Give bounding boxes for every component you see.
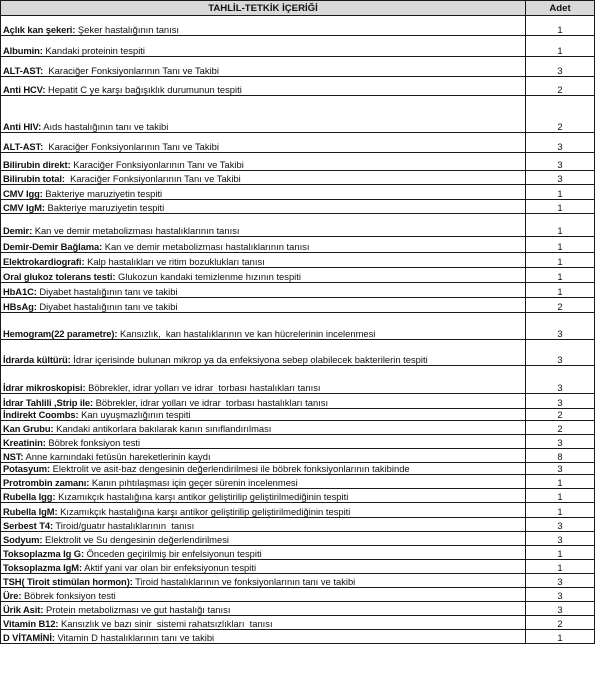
test-count-cell: 1 <box>526 475 595 489</box>
table-row <box>1 153 595 171</box>
table-row <box>1 435 595 449</box>
table-row <box>1 630 595 644</box>
test-name: Üre <box>3 590 19 601</box>
test-description-cell <box>1 313 526 340</box>
test-purpose: Diyabet hastalığının tanı ve takibi <box>36 301 178 312</box>
test-count-cell: 2 <box>526 421 595 435</box>
table-row <box>1 214 595 237</box>
test-name: Rubella Igg <box>3 491 53 502</box>
test-description-cell <box>1 340 526 366</box>
test-name-separator: : <box>67 354 71 365</box>
test-description-cell <box>1 449 526 463</box>
test-count-cell: 1 <box>526 237 595 253</box>
test-name-separator: : <box>99 241 103 252</box>
table-row <box>1 16 595 36</box>
test-purpose: Kan uyuşmazlığının tespiti <box>78 409 191 420</box>
table-row <box>1 298 595 313</box>
test-name: Bilirubin total <box>3 173 62 184</box>
test-purpose: Vitamin D hastalıklarının tanı ve takibi <box>54 632 215 643</box>
test-description-cell <box>1 463 526 475</box>
test-name: Serbest T4 <box>3 520 50 531</box>
test-description-cell <box>1 560 526 574</box>
test-name-separator: : <box>81 256 85 267</box>
test-count-cell: 1 <box>526 214 595 237</box>
test-count-cell: 3 <box>526 133 595 153</box>
test-name-separator: : <box>50 423 54 434</box>
test-description-cell <box>1 185 526 200</box>
test-count-cell: 1 <box>526 283 595 298</box>
test-purpose: Kalp hastalıkları ve ritim bozuklukları tanısı <box>84 256 265 267</box>
test-purpose: Kan ve demir metabolizması hastalıklarının tanısı <box>32 225 240 236</box>
test-purpose: Aıds hastalığının tanı ve takibi <box>41 121 169 132</box>
table-row <box>1 171 595 185</box>
table-row <box>1 463 595 475</box>
table-row <box>1 546 595 560</box>
test-name: ALT-AST <box>3 65 41 76</box>
test-purpose: Diyabet hastalığının tanı ve takibi <box>36 286 178 297</box>
test-name-separator: : <box>20 451 24 462</box>
test-name-separator: : <box>40 604 44 615</box>
test-purpose: Böbrekler, idrar yolları ve idrar torbası hastalıkları tanısı <box>85 382 321 393</box>
table-row <box>1 560 595 574</box>
test-description-cell <box>1 475 526 489</box>
test-description-cell <box>1 153 526 171</box>
test-name-separator: : <box>52 491 56 502</box>
test-purpose: Böbrekler, idrar yolları ve idrar torbası hastalıkları tanısı <box>93 397 329 408</box>
test-description-cell <box>1 96 526 133</box>
test-count-cell: 3 <box>526 340 595 366</box>
test-purpose: Kandaki antikorlara bakılarak kanın sınıflandırılması <box>53 423 272 434</box>
test-description-cell <box>1 602 526 616</box>
test-purpose: Önceden geçirilmiş bir enfelsiyonun tespiti <box>83 548 262 559</box>
test-count-cell: 2 <box>526 96 595 133</box>
test-purpose: Karaciğer Fonksiyonlarının Tanı ve Takibi <box>70 159 244 170</box>
test-count-cell: 3 <box>526 532 595 546</box>
table-row <box>1 366 595 394</box>
test-description-cell <box>1 268 526 283</box>
test-count-cell: 3 <box>526 57 595 77</box>
test-purpose: Bakteriye maruziyetin tespiti <box>42 188 163 199</box>
test-name-separator: : <box>82 382 86 393</box>
test-count-cell: 1 <box>526 185 595 200</box>
test-count-cell: 3 <box>526 313 595 340</box>
test-count-cell: 3 <box>526 602 595 616</box>
test-count-cell: 3 <box>526 518 595 532</box>
test-name: Sodyum <box>3 534 40 545</box>
test-description-cell <box>1 133 526 153</box>
test-count-cell: 3 <box>526 435 595 449</box>
test-name: Oral glukoz tolerans testi <box>3 271 113 282</box>
test-count-cell: 1 <box>526 268 595 283</box>
test-name-separator: : <box>49 520 53 531</box>
table-row <box>1 532 595 546</box>
test-name: D VİTAMİNİ <box>3 632 52 643</box>
test-purpose: Bakteriye maruziyetin tespiti <box>44 202 165 213</box>
table-row <box>1 36 595 57</box>
test-count-cell: 1 <box>526 253 595 268</box>
table-row <box>1 588 595 602</box>
table-row <box>1 185 595 200</box>
test-description-cell <box>1 36 526 57</box>
test-purpose: Aktif yani var olan bir enfeksiyonun tespiti <box>81 562 257 573</box>
test-purpose: Tiroid hastalıklarının ve fonksiyonlarının tanı ve takibi <box>132 576 356 587</box>
test-count-cell: 2 <box>526 616 595 630</box>
test-name-separator: : <box>51 632 55 643</box>
test-name: Vitamin B12 <box>3 618 56 629</box>
test-purpose: Kan ve demir metabolizması hastalıklarının tanısı <box>102 241 310 252</box>
test-name-separator: : <box>129 576 133 587</box>
test-description-cell <box>1 518 526 532</box>
test-name: Elektrokardiografi <box>3 256 82 267</box>
test-name-separator: : <box>86 477 90 488</box>
test-description-cell <box>1 214 526 237</box>
test-name: NST <box>3 451 21 462</box>
table-row <box>1 96 595 133</box>
test-purpose: Böbrek fonksiyon testi <box>45 437 141 448</box>
test-purpose: İdrar içerisinde bulunan mikrop ya da enfeksiyona sebep olabilecek bakterilerin tespiti <box>70 354 428 365</box>
table-row <box>1 57 595 77</box>
test-name-separator: : <box>33 286 37 297</box>
test-name-separator: : <box>80 548 84 559</box>
test-name: Kreatinin <box>3 437 43 448</box>
table-row <box>1 283 595 298</box>
test-description-cell <box>1 16 526 36</box>
test-name-separator: : <box>75 409 79 420</box>
test-description-cell <box>1 532 526 546</box>
test-name-separator: : <box>47 463 51 474</box>
test-description-cell <box>1 200 526 214</box>
test-name: Toksoplazma Ig G <box>3 548 81 559</box>
test-name-separator: : <box>40 141 44 152</box>
test-name-separator: : <box>61 173 65 184</box>
table-row <box>1 340 595 366</box>
table-row <box>1 602 595 616</box>
test-purpose: Hepatit C ye karşı bağışıklık durumunun tespiti <box>45 84 242 95</box>
test-name: HbA1C <box>3 286 34 297</box>
test-purpose: Karaciğer Fonksiyonlarının Tanı ve Takibi <box>43 65 219 76</box>
test-count-cell: 3 <box>526 171 595 185</box>
test-name-separator: : <box>39 45 43 56</box>
header-test-content: TAHLİL-TETKİK İÇERİĞİ <box>1 1 526 16</box>
test-count-cell: 1 <box>526 489 595 503</box>
table-row <box>1 449 595 463</box>
test-description-cell <box>1 574 526 588</box>
test-description-cell <box>1 171 526 185</box>
test-name: TSH( Tiroit stimülan hormon) <box>3 576 130 587</box>
test-count-cell: 1 <box>526 503 595 518</box>
test-purpose: Anne karnındaki fetüsün hareketlerinin kaydı <box>23 451 211 462</box>
test-name: İdrarda kültürü <box>3 354 68 365</box>
header-count: Adet <box>526 1 595 16</box>
test-purpose: Elektrolit ve Su dengesinin değerlendirilmesi <box>42 534 229 545</box>
table-row <box>1 574 595 588</box>
test-count-cell: 1 <box>526 36 595 57</box>
test-name: CMV Igg <box>3 188 40 199</box>
test-name-separator: : <box>112 271 116 282</box>
test-name-separator: : <box>40 65 44 76</box>
test-name: Hemogram(22 parametre) <box>3 328 115 339</box>
test-description-cell <box>1 616 526 630</box>
table-row <box>1 133 595 153</box>
test-purpose: Kanın pıhtılaşması için geçer sürenin incelenmesi <box>89 477 298 488</box>
test-description-cell <box>1 77 526 96</box>
test-description-cell <box>1 394 526 409</box>
test-name: Anti HCV <box>3 84 43 95</box>
test-name: Demir <box>3 225 30 236</box>
table-row <box>1 394 595 409</box>
test-name-separator: : <box>72 24 76 35</box>
test-count-cell: 1 <box>526 200 595 214</box>
test-description-cell <box>1 435 526 449</box>
test-name: İdrar mikroskopisi <box>3 382 83 393</box>
header-row <box>1 1 595 16</box>
test-name-separator: : <box>78 562 82 573</box>
test-purpose: Tiroid/guatır hastalıklarının tanısı <box>52 520 195 531</box>
test-name: ALT-AST <box>3 141 41 152</box>
test-name-separator: : <box>39 188 43 199</box>
table-row <box>1 237 595 253</box>
test-name: CMV IgM <box>3 202 42 213</box>
test-count-cell: 3 <box>526 394 595 409</box>
test-description-cell <box>1 421 526 435</box>
test-count-cell: 3 <box>526 463 595 475</box>
test-description-cell <box>1 298 526 313</box>
test-name: Demir-Demir Bağlama <box>3 241 100 252</box>
test-name: Albumin <box>3 45 40 56</box>
test-name-separator: : <box>54 506 58 517</box>
test-purpose: Protein metabolizması ve gut hastalığı tanısı <box>43 604 231 615</box>
test-count-cell: 1 <box>526 560 595 574</box>
test-name: Açlık kan şekeri <box>3 24 73 35</box>
test-count-cell: 3 <box>526 574 595 588</box>
test-name-separator: : <box>90 397 94 408</box>
test-purpose: Böbrek fonksiyon testi <box>21 590 116 601</box>
test-purpose: Karaciğer Fonksiyonlarının Tanı ve Takibi <box>64 173 241 184</box>
test-description-cell <box>1 57 526 77</box>
test-purpose: Kızamıkçık hastalığına karşı antikor geliştirilip geliştirilmediğinin tespiti <box>55 491 349 502</box>
test-description-cell <box>1 588 526 602</box>
test-purpose: Karaciğer Fonksiyonlarının Tanı ve Takibi <box>43 141 219 152</box>
test-name-separator: : <box>29 225 33 236</box>
table-row <box>1 475 595 489</box>
test-purpose: Kansızlık ve bazı sinir sistemi rahatsızlıkları tanısı <box>58 618 273 629</box>
table-row <box>1 409 595 421</box>
table-row <box>1 421 595 435</box>
test-description-cell <box>1 630 526 644</box>
test-count-cell: 1 <box>526 16 595 36</box>
test-description-cell <box>1 366 526 394</box>
test-name: Kan Grubu <box>3 423 51 434</box>
test-count-cell: 2 <box>526 298 595 313</box>
test-name: İndirekt Coombs <box>3 409 76 420</box>
test-purpose: Şeker hastalığının tanısı <box>75 24 180 35</box>
test-name-separator: : <box>42 84 46 95</box>
test-name-separator: : <box>67 159 71 170</box>
table-row <box>1 489 595 503</box>
test-description-cell <box>1 409 526 421</box>
table-row <box>1 268 595 283</box>
test-name: Protrombin zamanı <box>3 477 87 488</box>
test-name-separator: : <box>55 618 59 629</box>
test-name: Potasyum <box>3 463 48 474</box>
test-name: Toksoplazma IgM <box>3 562 79 573</box>
test-name-separator: : <box>42 437 46 448</box>
test-name-separator: : <box>33 301 37 312</box>
test-description-cell <box>1 253 526 268</box>
test-name: İdrar Tahlili ,Strip ile <box>3 397 91 408</box>
table-row <box>1 77 595 96</box>
table-row <box>1 200 595 214</box>
test-description-cell <box>1 283 526 298</box>
test-count-cell: 1 <box>526 630 595 644</box>
test-count-cell: 2 <box>526 409 595 421</box>
test-name: Ürik Asit <box>3 604 41 615</box>
test-count-cell: 1 <box>526 546 595 560</box>
test-description-cell <box>1 503 526 518</box>
test-purpose: Glukozun kandaki temizlenme hızının tespiti <box>115 271 301 282</box>
test-count-cell: 8 <box>526 449 595 463</box>
test-purpose: Kızamıkçık hastalığına karşı antikor geliştirilip geliştirilmediğinin tespiti <box>57 506 351 517</box>
test-count-cell: 3 <box>526 366 595 394</box>
test-count-cell: 2 <box>526 77 595 96</box>
test-name-separator: : <box>41 202 45 213</box>
test-description-cell <box>1 237 526 253</box>
test-name-separator: : <box>38 121 42 132</box>
test-name: Bilirubin direkt <box>3 159 68 170</box>
table-row <box>1 313 595 340</box>
test-description-cell <box>1 546 526 560</box>
test-purpose: Elektrolit ve asit-baz dengesinin değerlendirilmesi ile böbrek fonksiyonlarının takibinde <box>50 463 410 474</box>
test-purpose: Kandaki proteinin tespiti <box>42 45 145 56</box>
table-row <box>1 518 595 532</box>
test-name-separator: : <box>39 534 43 545</box>
test-name: Anti HIV <box>3 121 39 132</box>
test-name-separator: : <box>18 590 22 601</box>
test-name: HBsAg <box>3 301 34 312</box>
test-name-separator: : <box>114 328 118 339</box>
test-count-cell: 3 <box>526 153 595 171</box>
table-row <box>1 616 595 630</box>
table-row <box>1 503 595 518</box>
test-description-cell <box>1 489 526 503</box>
test-purpose: Kansızlık, kan hastalıklarının ve kan hücrelerinin incelenmesi <box>117 328 376 339</box>
table-row <box>1 253 595 268</box>
test-count-cell: 3 <box>526 588 595 602</box>
test-name: Rubella IgM <box>3 506 55 517</box>
